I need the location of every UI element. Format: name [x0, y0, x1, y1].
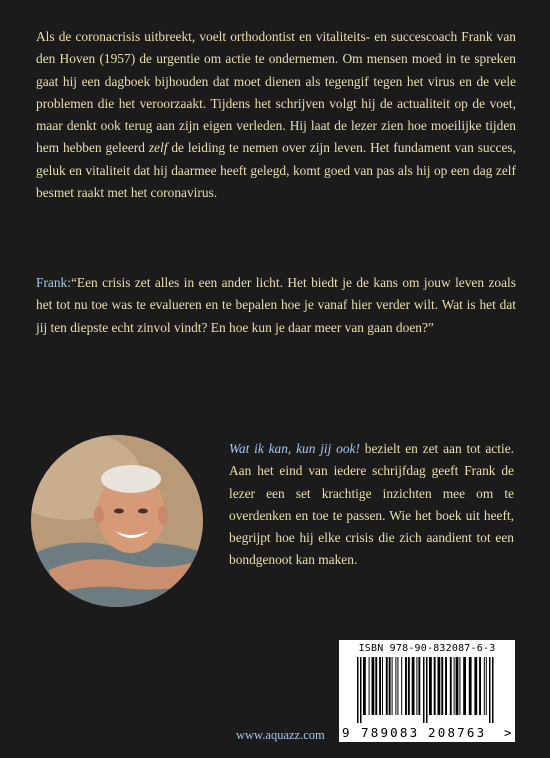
- barcode-bar: [484, 657, 485, 715]
- barcode-bar: [486, 657, 487, 715]
- barcode-guard-bar: [357, 657, 359, 723]
- closing-paragraph: [229, 438, 514, 572]
- barcode-guard-bar: [489, 657, 491, 723]
- barcode-bar: [395, 657, 396, 715]
- barcode-first-digit: 9: [342, 725, 350, 740]
- barcode-bar: [438, 657, 441, 715]
- quote-speaker: Frank:: [36, 275, 71, 290]
- barcode-bar: [392, 657, 393, 715]
- isbn-label: ISBN 978-90-832087-6-3: [358, 643, 496, 654]
- barcode-bar: [363, 657, 366, 715]
- barcode-bar: [375, 657, 377, 715]
- intro-emphasis: zelf: [148, 140, 168, 156]
- barcode-bar: [469, 657, 472, 715]
- barcode-bar: [434, 657, 436, 715]
- quote-paragraph: [36, 272, 516, 339]
- barcode-bar: [418, 657, 420, 715]
- barcode-end-mark: >: [504, 725, 512, 740]
- barcode-bar: [463, 657, 466, 715]
- barcode-bar: [372, 657, 375, 715]
- barcode-bar: [459, 657, 460, 715]
- website-link[interactable]: www.aquazz.com: [236, 728, 325, 742]
- intro-rest: de leiding te nemen over zijn leven. Het fundament van succes, geluk en vitaliteit dat hij daarmee heeft gelegd, komt goed van pas als hij op een dag zelf besmet raakt met het coronavirus.: [36, 140, 516, 201]
- barcode-bar: [405, 657, 407, 715]
- barcode-bar: [412, 657, 415, 715]
- barcode-bar: [445, 657, 447, 715]
- barcode-bar: [389, 657, 391, 715]
- barcode-bar: [456, 657, 459, 715]
- barcode-bar: [474, 657, 477, 715]
- barcode-guard-bar: [360, 657, 362, 723]
- barcode-bar: [379, 657, 381, 715]
- barcode-bar: [441, 657, 443, 715]
- barcode-bar: [386, 657, 388, 715]
- barcode-guard-bar: [423, 657, 425, 723]
- barcode-left-group: 789083: [361, 725, 420, 740]
- barcode-bar: [479, 657, 481, 715]
- barcode-bar: [401, 657, 402, 715]
- quote-text: “Een crisis zet alles in een ander licht. Het biedt je de kans om jouw leven zoals het tot nu toe was te evalueren en te bepalen hoe je vanaf hier verder wilt. Wat is het dat jij ten diepste echt zinvol vindt? En hoe kun je daar meer van gaan doen?”: [36, 275, 516, 335]
- barcode-right-group: 208763: [428, 725, 487, 740]
- barcode-bar: [416, 657, 417, 715]
- barcode-guard-bar: [492, 657, 494, 723]
- barcode-guard-bar: [426, 657, 428, 723]
- isbn-barcode: [339, 640, 515, 742]
- author-portrait-illustration: [31, 435, 203, 607]
- barcode-bar: [369, 657, 370, 715]
- barcode-bars: [343, 657, 511, 723]
- closing-text: bezielt en zet aan tot actie. Aan het eind van iedere schrijfdag geeft Frank de lezer een set krachtige inzichten mee om te overdenken en toe te passen. Wie het boek uit heeft, begrijpt hoe hij elke crisis die zich aandient tot een bondgenoot kan maken.: [229, 441, 514, 568]
- barcode-bar: [397, 657, 398, 715]
- author-photo: [31, 435, 203, 607]
- intro-paragraph: [36, 26, 516, 204]
- barcode-bar: [454, 657, 455, 715]
- intro-text: Als de coronacrisis uitbreekt, voelt orthodontist en vitaliteits- en succescoach Frank van den Hoven (1957) de urgentie om actie te ondernemen. Om mensen moed in te spreken gaat hij een dagboek bijhouden dat moet dienen als tegengif tegen het virus en de vele problemen die het veroorzaakt. Tijdens het schrijven volgt hij de actualiteit op de voet, maar denkt ook terug aan zijn eigen verleden. Hij laat de lezer zien hoe moeilijke tijden hem hebben geleerd: [36, 29, 516, 156]
- barcode-bar: [382, 657, 383, 715]
- book-title: Wat ik kan, kun jij ook!: [229, 441, 360, 456]
- barcode-bar: [429, 657, 432, 715]
- barcode-bar: [450, 657, 452, 715]
- barcode-bar: [408, 657, 410, 715]
